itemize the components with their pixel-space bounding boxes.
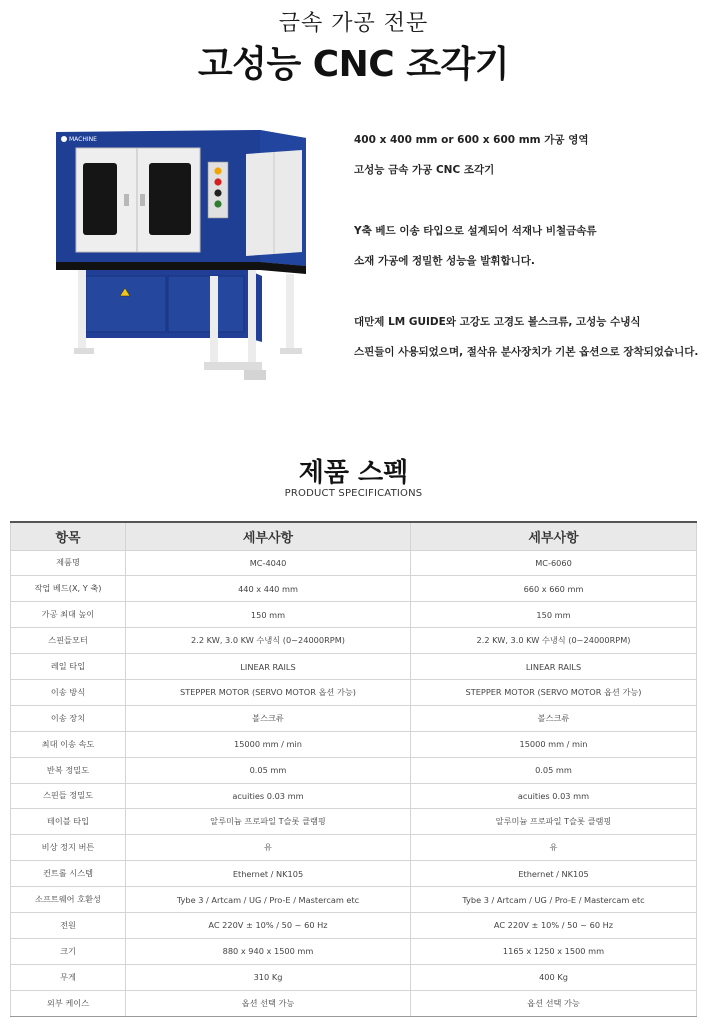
spec-value-6060: 2.2 KW, 3.0 KW 수냉식 (0~24000RPM): [411, 628, 697, 654]
table-row: [11, 654, 697, 680]
spec-label-cell: 제품명: [11, 550, 126, 576]
header-detail-4040: 세부사항: [126, 522, 411, 550]
spec-value-6060: 400 Kg: [411, 964, 697, 990]
spec-value-4040: 유: [126, 835, 411, 861]
spec-value-4040: 880 x 940 x 1500 mm: [126, 938, 411, 964]
spec-value-4040: 볼스크류: [126, 705, 411, 731]
spec-value-6060: 660 x 660 mm: [411, 576, 697, 602]
description-line: 스핀들이 사용되었으며, 절삭유 분사장치가 기본 옵션으로 장착되었습니다.: [354, 346, 699, 358]
spec-value-6060: 유: [411, 835, 697, 861]
hero-title: 고성능 CNC 조각기: [197, 44, 510, 85]
spec-value-4040: 옵션 선택 가능: [126, 990, 411, 1016]
table-row: [11, 835, 697, 861]
spec-value-4040: MC-4040: [126, 550, 411, 576]
spec-value-4040: Tybe 3 / Artcam / UG / Pro-E / Mastercam etc: [126, 887, 411, 913]
description-line: 대만제 LM GUIDE와 고강도 고경도 볼스크류, 고성능 수냉식: [354, 316, 641, 328]
spec-value-6060: acuities 0.03 mm: [411, 783, 697, 809]
spec-value-6060: 볼스크류: [411, 705, 697, 731]
table-row: [11, 783, 697, 809]
spec-value-4040: 150 mm: [126, 602, 411, 628]
spec-value-6060: 0.05 mm: [411, 757, 697, 783]
table-row: [11, 628, 697, 654]
spec-value-6060: 옵션 선택 가능: [411, 990, 697, 1016]
machine-logo: MACHINE: [69, 136, 97, 143]
table-row: [11, 964, 697, 990]
spec-label-cell: 최대 이송 속도: [11, 731, 126, 757]
description-line: 소재 가공에 정밀한 성능을 발휘합니다.: [354, 255, 535, 267]
spec-value-6060: 1165 x 1250 x 1500 mm: [411, 938, 697, 964]
spec-label-cell: 크기: [11, 938, 126, 964]
table-row: [11, 757, 697, 783]
spec-value-4040: STEPPER MOTOR (SERVO MOTOR 옵션 가능): [126, 679, 411, 705]
spec-value-6060: 15000 mm / min: [411, 731, 697, 757]
spec-value-4040: 0.05 mm: [126, 757, 411, 783]
table-row: [11, 576, 697, 602]
specs-subtitle: PRODUCT SPECIFICATIONS: [284, 488, 423, 499]
spec-label-cell: 무게: [11, 964, 126, 990]
table-row: [11, 887, 697, 913]
spec-label-cell: 이송 방식: [11, 679, 126, 705]
table-row: [11, 990, 697, 1016]
spec-value-6060: AC 220V ± 10% / 50 ~ 60 Hz: [411, 912, 697, 938]
table-row: [11, 705, 697, 731]
spec-value-6060: Ethernet / NK105: [411, 861, 697, 887]
spec-value-6060: STEPPER MOTOR (SERVO MOTOR 옵션 가능): [411, 679, 697, 705]
spec-label-cell: 전원: [11, 912, 126, 938]
spec-label-cell: 비상 정지 버튼: [11, 835, 126, 861]
hero-subtitle: 금속 가공 전문: [278, 11, 429, 36]
table-row: [11, 679, 697, 705]
table-row: [11, 602, 697, 628]
header-detail-6060: 세부사항: [411, 522, 697, 550]
spec-value-4040: acuities 0.03 mm: [126, 783, 411, 809]
spec-value-4040: 15000 mm / min: [126, 731, 411, 757]
spec-value-6060: 150 mm: [411, 602, 697, 628]
spec-value-6060: 알루미늄 프로파일 T슬롯 클램핑: [411, 809, 697, 835]
table-row: [11, 809, 697, 835]
spec-label-cell: 레일 타입: [11, 654, 126, 680]
spec-value-6060: Tybe 3 / Artcam / UG / Pro-E / Mastercam etc: [411, 887, 697, 913]
header-item: 항목: [11, 522, 126, 550]
table-row: [11, 861, 697, 887]
spec-label-cell: 소프트웨어 호환성: [11, 887, 126, 913]
spec-value-4040: AC 220V ± 10% / 50 ~ 60 Hz: [126, 912, 411, 938]
description-line: Y축 베드 이송 타입으로 설계되어 석재나 비철금속류: [354, 225, 597, 237]
description-line: 400 x 400 mm or 600 x 600 mm 가공 영역: [354, 134, 589, 146]
spec-table: [10, 521, 697, 1017]
spec-label-cell: 반복 정밀도: [11, 757, 126, 783]
spec-label-cell: 테이블 타입: [11, 809, 126, 835]
spec-value-4040: Ethernet / NK105: [126, 861, 411, 887]
spec-value-4040: 알루미늄 프로파일 T슬롯 클램핑: [126, 809, 411, 835]
description-line: 고성능 금속 가공 CNC 조각기: [354, 164, 495, 176]
table-row: [11, 550, 697, 576]
spec-label-cell: 외부 케이스: [11, 990, 126, 1016]
spec-label-cell: 이송 장치: [11, 705, 126, 731]
spec-value-4040: 2.2 KW, 3.0 KW 수냉식 (0~24000RPM): [126, 628, 411, 654]
table-row: [11, 938, 697, 964]
spec-label-cell: 스핀들 정밀도: [11, 783, 126, 809]
table-header-row: [11, 522, 697, 550]
spec-value-6060: LINEAR RAILS: [411, 654, 697, 680]
spec-value-4040: LINEAR RAILS: [126, 654, 411, 680]
table-row: [11, 731, 697, 757]
spec-label-cell: 가공 최대 높이: [11, 602, 126, 628]
spec-label-cell: 작업 베드(X, Y 축): [11, 576, 126, 602]
table-row: [11, 912, 697, 938]
spec-value-4040: 440 x 440 mm: [126, 576, 411, 602]
cnc-machine-image: [52, 126, 310, 386]
spec-label-cell: 컨트롤 시스템: [11, 861, 126, 887]
spec-label-cell: 스핀들모터: [11, 628, 126, 654]
spec-value-4040: 310 Kg: [126, 964, 411, 990]
spec-table-body: [11, 550, 697, 1016]
specs-title: 제품 스펙: [298, 458, 409, 488]
spec-value-6060: MC-6060: [411, 550, 697, 576]
